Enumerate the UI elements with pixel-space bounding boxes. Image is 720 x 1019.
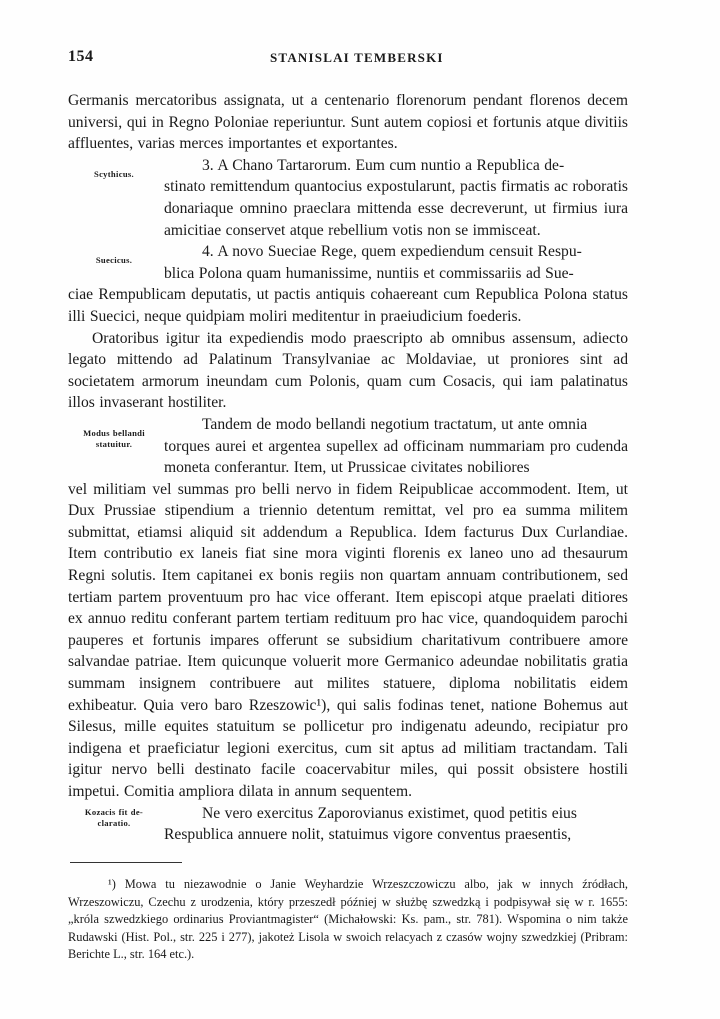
paragraph-6-second-line: Respublica annuere nolit, statuimus vigore conventus praesentis, [164,826,572,844]
paragraph-5-rest: vel militiam vel summas pro belli nervo in fidem Reipublicae accommodent. Item, ut Dux Prussiae stipendium a triennio detentum remittat, vel pro ea summa militem submittat, etiamsi aliquid sit addendum a Republica. Idem facturus Dux Curlandiae. Item contributio ex laneis fiat sine mora viginti florenis ex laneo uno ad thesaurum Regni solutis. Item capitanei ex bonis regiis non quartam annuam contributionem, sed tertiam partem proventuum pro hac vice offerant. Item episcopi atque praelati ditiores ex annuo reditu conferant partem tertiam redituum pro hac vice, quandoquidem parochi pauperes et fortunis impares offerunt se subsidium charitativum contribuere amore salvandae patriae. Item quicunque voluerit more Germanico adeundae nobilitatis gratia summam insignem contribuere aut milites statuere, diploma nobilitatis eidem exhibeatur. Quia vero baro Rzeszowic¹), qui salis fodinas tenet, natione Bohemus aut Silesus, mille equites statuitum se pollicetur pro indigenatu adeundo, recipiatur pro indigena et praeficiatur legioni exercitus, cum sit aptus ad militiam tractandam. Tali igitur nervo belli destinato facile coacervabitur miles, qui possit obsistere hostili impetui. Comitia ampliora dilata in annum sequentem. [68,480,628,800]
paragraph-5-indented: torques aurei et argentea supellex ad officinam nummariam pro cudenda moneta conferantur. Item, ut Prussicae civitates nobiliores [164,437,628,477]
paragraph-5-first-line: Tandem de modo bellandi negotium tractatum, ut ante omnia [202,415,588,433]
section-suecicus [68,241,628,327]
paragraph-2-first-line: 3. A Chano Tartarorum. Eum cum nuntio a Republica de- [202,156,565,174]
paragraph-3-rest: ciae Rempublicam deputatis, ut pactis antiquis cohaereant cum Republica Polona status illi Suecici, neque quidpiam moliri meditentur in praeiudicium foederis. [68,286,628,325]
paragraph-3-second-line: blica Polona quam humanissime, nuntiis et commissariis ad Sue- [164,264,574,282]
margin-note-kozacis [68,807,160,829]
paragraph-4: Oratoribus igitur ita expediendis modo praescripto ab omnibus assensum, adiecto legato mittendo ad Palatinum Transylvaniae ac Moldaviae, ut proniores sint ad societatem armorum ineundam cum Polonis, quam cum Cosacis, qui iam palatinatus illos invaserant hostiliter. [68,329,628,412]
main-text [68,90,628,846]
margin-note-modus-line2: statuitur. [95,438,133,449]
paragraph-2-rest: stinato remittendum quantocius expostularunt, pactis firmatis ac roboratis donariaque omnino praeclara mittenda esse decreverunt, ut firmius iura amicitiae conservet atque rebellium votis non se immisceat. [164,178,628,239]
margin-note-modus-line1: Modus bellandi [83,427,145,438]
margin-note-kozacis-line1: Kozacis fit de- [84,806,144,817]
footnote-text: ¹) Mowa tu niezawodnie o Janie Weyhardzie Wrzeszczowiczu albo, jak w innych źródłach, Wrzeszowiczu, Czechu z urodzenia, który przeszedł później w służbę szwedzką i podpisywał się w r. 1655: „króla szwedzkiego ordinarius Proviantmagister“ (Michałowski: Ks. pam., str. 781). Wspomina o nim także Rudawski (Hist. Pol., str. 225 i 277), jakoteż Lisola w swoich relacyach z czasów wojny szwedzkiej (Pribram: Berichte L., str. 164 etc.). [68,877,628,962]
page-number: 154 [68,48,94,65]
paragraph-6-first-line: Ne vero exercitus Zaporovianus existimet, quod petitis eius [202,804,577,822]
margin-note-kozacis-line2: claratio. [97,817,131,828]
section-scythicus [68,155,628,241]
paragraph-3-first-line: 4. A novo Sueciae Rege, quem expediendum censuit Respu- [202,243,582,261]
paragraph-1: Germanis mercatoribus assignata, ut a centenario florenorum pendant florenos decem universi, qui in Regno Poloniae reperiuntur. Sunt autem copiosi et fortunis atque divitiis affluentes, varias merces importantes et exportantes. [68,92,628,153]
margin-note-suecicus: Suecicus. [95,255,133,266]
footnote [68,876,628,964]
margin-note-modus-bellandi [68,428,160,450]
running-title: STANISLAI TEMBERSKI [270,50,444,65]
section-modus-bellandi [68,414,628,803]
margin-note-scythicus: Scythicus. [93,168,134,179]
section-kozacis [68,803,628,846]
footnote-rule [70,862,182,863]
